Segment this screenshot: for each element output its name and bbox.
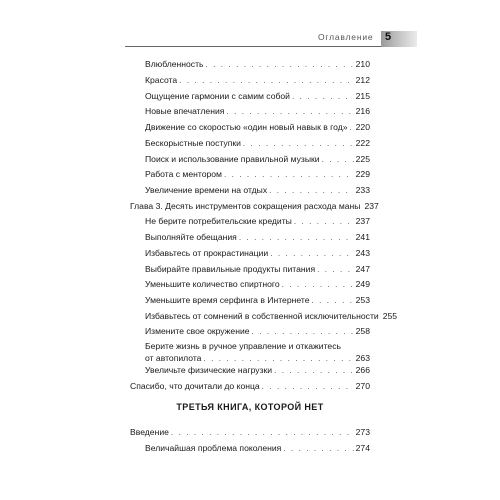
dot-leader	[294, 216, 354, 228]
toc-entry	[145, 74, 370, 87]
dot-leader	[317, 264, 354, 276]
toc-entry-page: 270	[355, 381, 370, 391]
toc-entry-title: Избавьтесь от сомнений в собственной исключительности	[145, 311, 379, 321]
toc-entry-title: Выполняйте обещания	[145, 232, 237, 242]
toc-entry-title: Новые впечатления	[145, 106, 225, 116]
header-rule	[125, 46, 381, 47]
toc-entry-page: 263	[355, 353, 370, 363]
toc-entry	[145, 325, 370, 338]
toc-entry	[145, 215, 370, 228]
toc-entry-title-line1: Берите жизнь в ручное управление и откажитесь	[145, 341, 341, 351]
toc-entry	[145, 294, 370, 307]
dot-leader	[226, 106, 353, 118]
toc-entry-title: Уменьшите количество спиртного	[145, 279, 280, 289]
toc-entry-title: Введение	[130, 427, 169, 437]
toc-entry	[145, 278, 370, 291]
toc-entry	[145, 137, 370, 150]
toc-entry-page: 229	[355, 169, 370, 179]
toc-entry-page: 212	[355, 75, 370, 85]
toc-entry-page: 237	[355, 216, 370, 226]
toc-entry	[145, 310, 398, 323]
toc-entry	[145, 231, 370, 244]
toc-entry-page: 215	[355, 91, 370, 101]
dot-leader	[283, 443, 353, 455]
toc-entry-title: Поиск и использование правильной музыки	[145, 154, 320, 164]
page-number: 5	[385, 31, 392, 43]
toc-entry-title: Увеличение времени на отдых	[145, 185, 268, 195]
toc-entry-page: 266	[355, 365, 370, 375]
toc-entry-title: Измените свое окружение	[145, 326, 250, 336]
toc-entry	[145, 168, 370, 181]
dot-leader	[224, 169, 354, 181]
dot-leader	[322, 154, 354, 166]
dot-leader	[239, 232, 354, 244]
dot-leader	[252, 326, 354, 338]
dot-leader	[243, 138, 354, 150]
toc-entry-page: 253	[355, 295, 370, 305]
toc-entry-title: Увеличьте физические нагрузки	[145, 365, 273, 375]
toc-entry	[145, 58, 370, 71]
dot-leader	[350, 122, 354, 134]
toc-entry-page: 258	[355, 326, 370, 336]
toc-entry-page: 249	[355, 279, 370, 289]
dot-leader	[274, 365, 354, 377]
toc-entry-page: 247	[355, 264, 370, 274]
toc-entry-title: Влюбленность	[145, 59, 204, 69]
dot-leader	[269, 185, 354, 197]
toc-entry-title: Выбирайте правильные продукты питания	[145, 264, 316, 274]
dot-leader	[262, 381, 354, 393]
toc-entry-page: 243	[355, 248, 370, 258]
toc-entry-title: Не берите потребительские кредиты	[145, 216, 292, 226]
toc-entry-page: 210	[355, 59, 370, 69]
toc-entry-title: Избавьтесь от прокрастинации	[145, 248, 269, 258]
running-header	[0, 31, 500, 48]
toc-entry	[145, 364, 370, 377]
toc-entry	[145, 247, 370, 260]
toc-entry	[145, 442, 370, 455]
toc-entry-page: 255	[382, 311, 398, 321]
toc-entry-title: Величайшая проблема поколения	[145, 443, 282, 453]
dot-leader	[282, 279, 354, 291]
toc-entry	[145, 90, 370, 103]
toc-entry-title-line2: от автопилота	[145, 353, 202, 363]
toc-entry-page: 222	[355, 138, 370, 148]
running-header-title: Оглавление	[318, 32, 374, 42]
dot-leader	[179, 75, 353, 87]
toc-entry-page: 220	[355, 122, 370, 132]
toc-entry-title: Глава 3. Десять инструментов сокращения расхода маны	[130, 201, 361, 211]
toc-entry-title: Спасибо, что дочитали до конца	[130, 381, 260, 391]
toc-entry	[145, 153, 370, 166]
toc-entry-multiline	[145, 340, 370, 365]
toc-entry-page: 225	[355, 154, 370, 164]
toc-entry-page: 274	[355, 443, 370, 453]
dot-leader	[171, 427, 354, 439]
toc-entry-title: Движение со скоростью «один новый навык в год»	[145, 122, 348, 132]
dot-leader	[270, 248, 353, 260]
toc-entry-page: 273	[355, 427, 370, 437]
toc-entry-title: Работа с ментором	[145, 169, 222, 179]
toc-entry-title: Уменьшите время серфинга в Интернете	[145, 295, 310, 305]
toc-entry-title: Бескорыстные поступки	[145, 138, 241, 148]
toc-chapter-entry	[130, 426, 370, 439]
dot-leader	[206, 59, 354, 71]
toc-entry-title: Красота	[145, 75, 178, 85]
toc-entry-page: 216	[355, 106, 370, 116]
toc-chapter-entry	[130, 200, 379, 213]
toc-entry-page: 233	[355, 185, 370, 195]
dot-leader	[311, 295, 353, 307]
dot-leader	[292, 91, 354, 103]
toc-entry-page: 241	[355, 232, 370, 242]
toc-entry	[145, 121, 370, 134]
toc-entry-title: Ощущение гармонии с самим собой	[145, 91, 290, 101]
section-heading: ТРЕТЬЯ КНИГА, КОТОРОЙ НЕТ	[176, 402, 324, 412]
toc-entry	[145, 184, 370, 197]
toc-entry	[145, 105, 370, 118]
toc-entry	[145, 263, 370, 276]
toc-chapter-entry	[130, 380, 370, 393]
toc-entry-page: 237	[364, 201, 379, 211]
